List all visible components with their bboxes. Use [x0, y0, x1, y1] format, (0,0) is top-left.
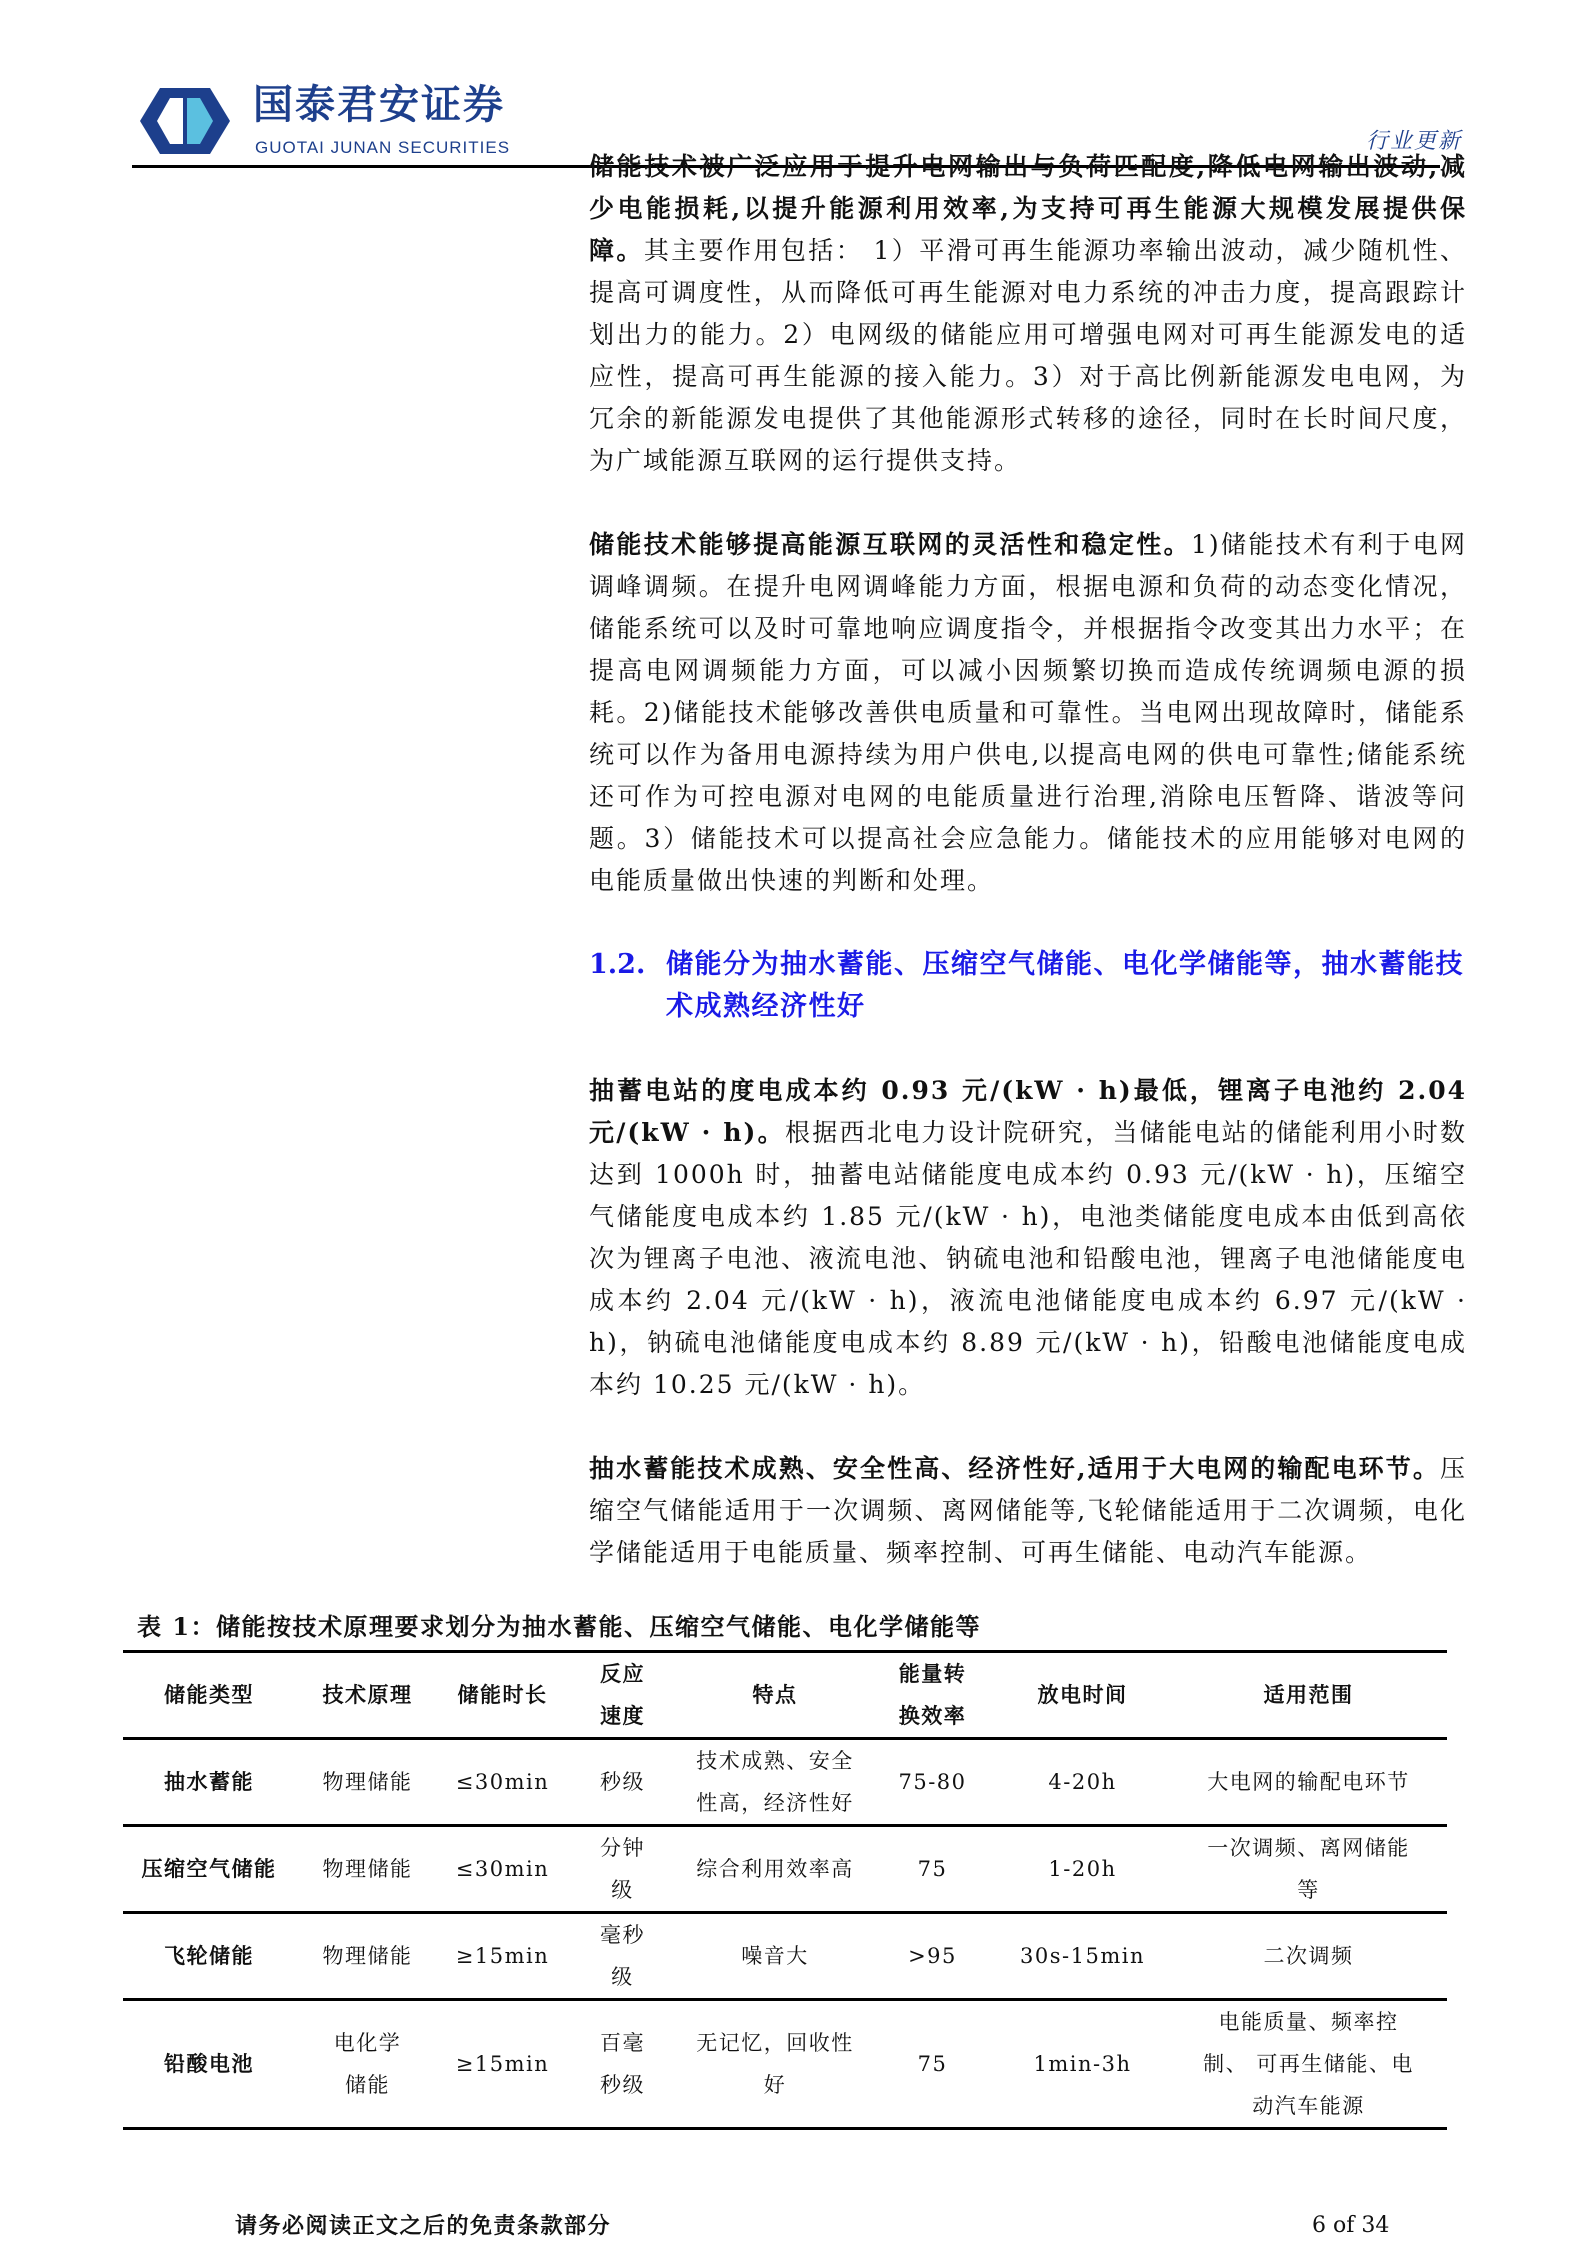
- table-cell: 毫秒级: [600, 1923, 645, 1989]
- section-number: 1.2.: [589, 949, 646, 980]
- column-header: 特点: [752, 1682, 798, 1707]
- paragraph-body: 根据西北电力设计院研究，当储能电站的储能利用小时数达到 1000h 时，抽蓄电站储能度电成本约 0.93 元/(kW · h)，压缩空气储能度电成本约 1.85 元/(kW · h)，电池类储能度电成本由低到高依次为锂离子电池、液流电池、钠硫电池和铅酸电池，锂离子电池储能度电成本约 2.04 元/(kW · h)，液流电池储能度电成本约 6.97 元/(kW · h)，钠硫电池储能度电成本约 8.89 元/(kW · h)，铅酸电池储能度电成本约 10.25 元/(kW · h)。: [589, 1118, 1467, 1399]
- table-cell: 百毫秒级: [600, 2031, 645, 2097]
- table-cell: 秒级: [600, 1770, 645, 1794]
- table-cell: 抽水蓄能: [164, 1769, 254, 1794]
- table-cell: 30s-15min: [1020, 1944, 1145, 1968]
- table-cell: 大电网的输配电环节: [1207, 1770, 1410, 1794]
- table-cell: 物理储能: [322, 1944, 413, 1968]
- table-row: [123, 1826, 1447, 1913]
- table-cell: 综合利用效率高: [696, 1857, 854, 1881]
- table-cell: ≥15min: [455, 2052, 550, 2076]
- table-caption: 表 1：储能按技术原理要求划分为抽水蓄能、压缩空气储能、电化学储能等: [137, 1612, 982, 1641]
- column-header: 放电时间: [1037, 1682, 1128, 1707]
- table-row: [123, 1913, 1447, 2000]
- table-cell: 二次调频: [1263, 1944, 1354, 1968]
- table-cell: 物理储能: [322, 1857, 413, 1881]
- paragraph-lead: 抽水蓄能技术成熟、安全性高、经济性好,适用于大电网的输配电环节。: [589, 1454, 1440, 1483]
- table-cell: 1min-3h: [1033, 2052, 1132, 2076]
- report-type-label: 行业更新: [1365, 129, 1462, 154]
- table-cell: 无记忆，回收性好: [696, 2031, 854, 2097]
- logo-text-cn: 国泰君安证券: [253, 82, 505, 128]
- logo-text-en: GUOTAI JUNAN SECURITIES: [255, 138, 511, 157]
- paragraph-body: 压缩空气储能适用于一次调频、离网储能等,飞轮储能适用于二次调频，电化学储能适用于电能质量、频率控制、可再生储能、电动汽车能源。: [589, 1454, 1467, 1567]
- table-cell: 75-80: [898, 1770, 967, 1794]
- paragraph-grid-flexibility: [589, 524, 1467, 902]
- storage-types-table: [123, 1650, 1447, 2130]
- table-cell: 技术成熟、安全性高，经济性好: [696, 1749, 854, 1815]
- table-cell: 1-20h: [1048, 1857, 1117, 1881]
- table-cell: 压缩空气储能: [141, 1856, 277, 1881]
- paragraph-lead: 储能技术被广泛应用于提升电网输出与负荷匹配度,降低电网输出波动,减少电能损耗,以提升能源利用效率,为支持可再生能源大规模发展提供保障。: [589, 152, 1467, 265]
- table-row: [123, 2000, 1447, 2129]
- table-cell: ≤30min: [455, 1857, 550, 1881]
- column-header: 储能时长: [457, 1682, 548, 1707]
- table-cell: 分钟级: [600, 1836, 645, 1902]
- paragraph-lead: 储能技术能够提高能源互联网的灵活性和稳定性。: [589, 530, 1192, 559]
- paragraph-applications: [589, 1448, 1467, 1574]
- paragraph-energy-storage-uses: [589, 146, 1467, 482]
- paragraph-body: 1)储能技术有利于电网调峰调频。在提升电网调峰能力方面，根据电源和负荷的动态变化情况，储能系统可以及时可靠地响应调度指令，并根据指令改变其出力水平；在提高电网调频能力方面，可以减小因频繁切换而造成传统调频电源的损耗。2)储能技术能够改善供电质量和可靠性。当电网出现故障时，储能系统可以作为备用电源持续为用户供电,以提高电网的供电可靠性;储能系统还可作为可控电源对电网的电能质量进行治理,消除电压暂降、谐波等问题。3）储能技术可以提高社会应急能力。储能技术的应用能够对电网的电能质量做出快速的判断和处理。: [589, 530, 1467, 895]
- table-cell: 物理储能: [322, 1770, 413, 1794]
- company-logo: [135, 82, 595, 162]
- column-header: 能量转换效率: [898, 1661, 967, 1728]
- footer-disclaimer: 请务必阅读正文之后的免责条款部分: [235, 2213, 612, 2239]
- table-cell: ≤30min: [455, 1770, 550, 1794]
- table-header-row: [123, 1652, 1447, 1739]
- column-header: 技术原理: [322, 1682, 413, 1707]
- table-cell: ≥15min: [455, 1944, 550, 1968]
- table-cell: 电能质量、频率控制、 可再生储能、电动汽车能源: [1203, 2010, 1414, 2118]
- table-cell: >95: [908, 1944, 957, 1968]
- logo-emblem-icon: [135, 86, 235, 156]
- paragraph-lead: 抽蓄电站的度电成本约 0.93 元/(kW · h)最低，锂离子电池约 2.04 元/(kW · h)。: [589, 1076, 1467, 1147]
- column-header: 反应速度: [600, 1661, 645, 1728]
- section-title: 储能分为抽水蓄能、压缩空气储能、电化学储能等，抽水蓄能技术成熟经济性好: [666, 949, 1464, 1022]
- column-header: 适用范围: [1263, 1682, 1354, 1707]
- table-cell: 75: [917, 2052, 948, 2076]
- page-number: 6 of 34: [1312, 2213, 1390, 2238]
- table-cell: 75: [917, 1857, 948, 1881]
- table-section: [123, 1610, 1447, 2130]
- table-cell: 电化学储能: [333, 2031, 402, 2097]
- paragraph-cost-comparison: [589, 1070, 1467, 1406]
- table-row: [123, 1739, 1447, 1826]
- table-cell: 一次调频、离网储能等: [1207, 1836, 1410, 1902]
- section-heading: [589, 944, 1467, 1028]
- table-cell: 飞轮储能: [164, 1943, 254, 1968]
- table-cell: 噪音大: [741, 1944, 809, 1968]
- column-header: 储能类型: [164, 1682, 254, 1707]
- paragraph-body: 其主要作用包括： 1）平滑可再生能源功率输出波动，减少随机性、提高可调度性，从而降低可再生能源对电力系统的冲击力度，提高跟踪计划出力的能力。2）电网级的储能应用可增强电网对可再生能源发电的适应性，提高可再生能源的接入能力。3）对于高比例新能源发电电网，为冗余的新能源发电提供了其他能源形式转移的途径，同时在长时间尺度，为广域能源互联网的运行提供支持。: [589, 236, 1467, 475]
- table-cell: 铅酸电池: [164, 2051, 254, 2076]
- table-cell: 4-20h: [1048, 1770, 1117, 1794]
